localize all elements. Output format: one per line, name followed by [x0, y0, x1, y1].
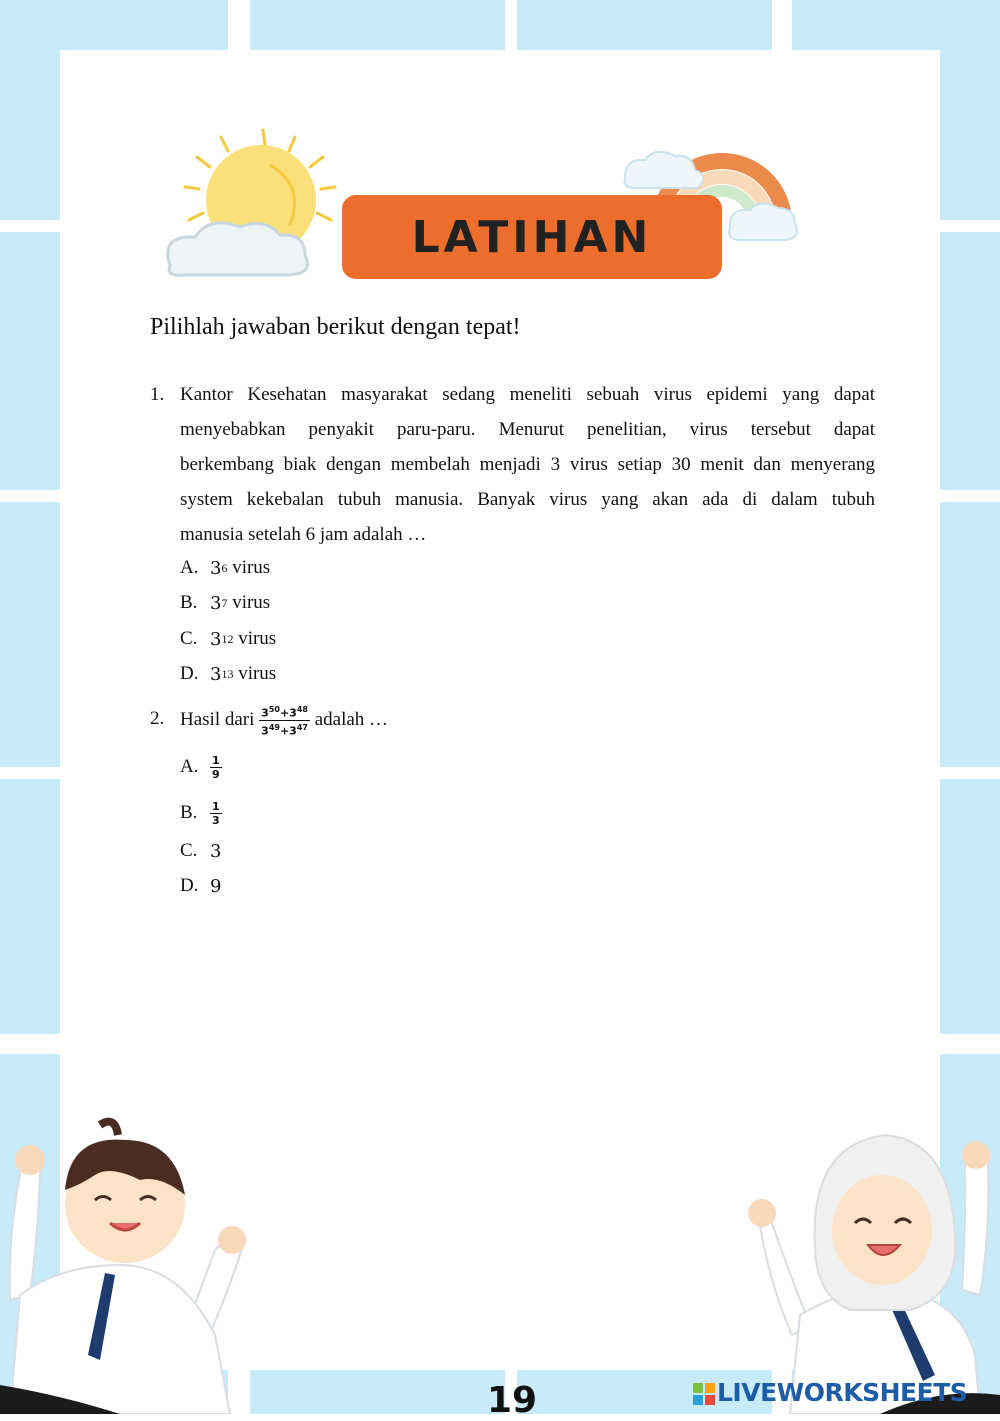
option-base: 3: [210, 663, 222, 685]
option-unit: virus: [232, 592, 271, 613]
instruction-text: Pilihlah jawaban berikut dengan tepat!: [150, 314, 521, 340]
question-line: menyebabkan penyakit paru-paru. Menurut penelitian, virus tersebut dapat: [180, 419, 875, 440]
answer-option[interactable]: [180, 836, 221, 866]
option-base: 3: [210, 628, 222, 650]
answer-option[interactable]: [180, 871, 221, 901]
brand-name: LIVEWORKSHEETS: [717, 1378, 968, 1407]
page-title: LATIHAN: [411, 211, 653, 263]
option-value: 3: [210, 840, 222, 862]
sun-cloud-illustration: [155, 125, 355, 285]
page-number: 19: [487, 1380, 538, 1421]
option-letter: C.: [180, 840, 198, 861]
question-prefix: Hasil dari: [180, 709, 255, 730]
brand-watermark: [693, 1378, 967, 1407]
liveworksheets-logo-icon: [693, 1383, 715, 1405]
option-fraction: $\frac{1}{9}$: [212, 753, 220, 781]
boy-character-illustration: [0, 1115, 260, 1414]
option-exponent: 13: [221, 666, 234, 681]
answer-option[interactable]: [180, 796, 222, 830]
question-text: [180, 702, 388, 738]
option-letter: A.: [180, 557, 199, 578]
question-fraction: $\frac{3^{50}+3^{48}}{3^{49}+3^{47}}$: [261, 704, 308, 738]
answer-option[interactable]: [180, 659, 276, 689]
question-line: berkembang biak dengan membelah menjadi 3 virus setiap 30 menit dan menyerang: [180, 454, 875, 475]
answer-option[interactable]: [180, 553, 270, 583]
option-unit: virus: [232, 557, 271, 578]
option-letter: B.: [180, 802, 198, 823]
option-exponent: 7: [221, 595, 228, 610]
option-exponent: 12: [221, 631, 234, 646]
question-line: Kantor Kesehatan masyarakat sedang meneliti sebuah virus epidemi yang dapat: [180, 384, 875, 405]
question-suffix: adalah …: [314, 709, 389, 730]
answer-option[interactable]: [180, 624, 276, 654]
option-letter: C.: [180, 628, 198, 649]
option-exponent: 6: [221, 560, 228, 575]
option-value: 9: [210, 875, 222, 897]
question-number: 1.: [150, 384, 165, 405]
option-letter: D.: [180, 663, 199, 684]
question-number: 2.: [150, 708, 165, 729]
option-letter: A.: [180, 756, 199, 777]
answer-option[interactable]: [180, 588, 270, 618]
option-unit: virus: [238, 628, 277, 649]
question-line: manusia setelah 6 jam adalah …: [180, 524, 427, 545]
option-letter: D.: [180, 875, 199, 896]
title-banner: [342, 195, 722, 279]
question-text: [180, 377, 875, 552]
option-letter: B.: [180, 592, 198, 613]
girl-character-illustration: [740, 1125, 1000, 1414]
option-base: 3: [210, 557, 222, 579]
option-unit: virus: [238, 663, 277, 684]
answer-option[interactable]: [180, 750, 222, 784]
question-line: system kekebalan tubuh manusia. Banyak virus yang akan ada di dalam tubuh: [180, 489, 875, 510]
option-fraction: $\frac{1}{3}$: [212, 799, 220, 827]
option-base: 3: [210, 592, 222, 614]
